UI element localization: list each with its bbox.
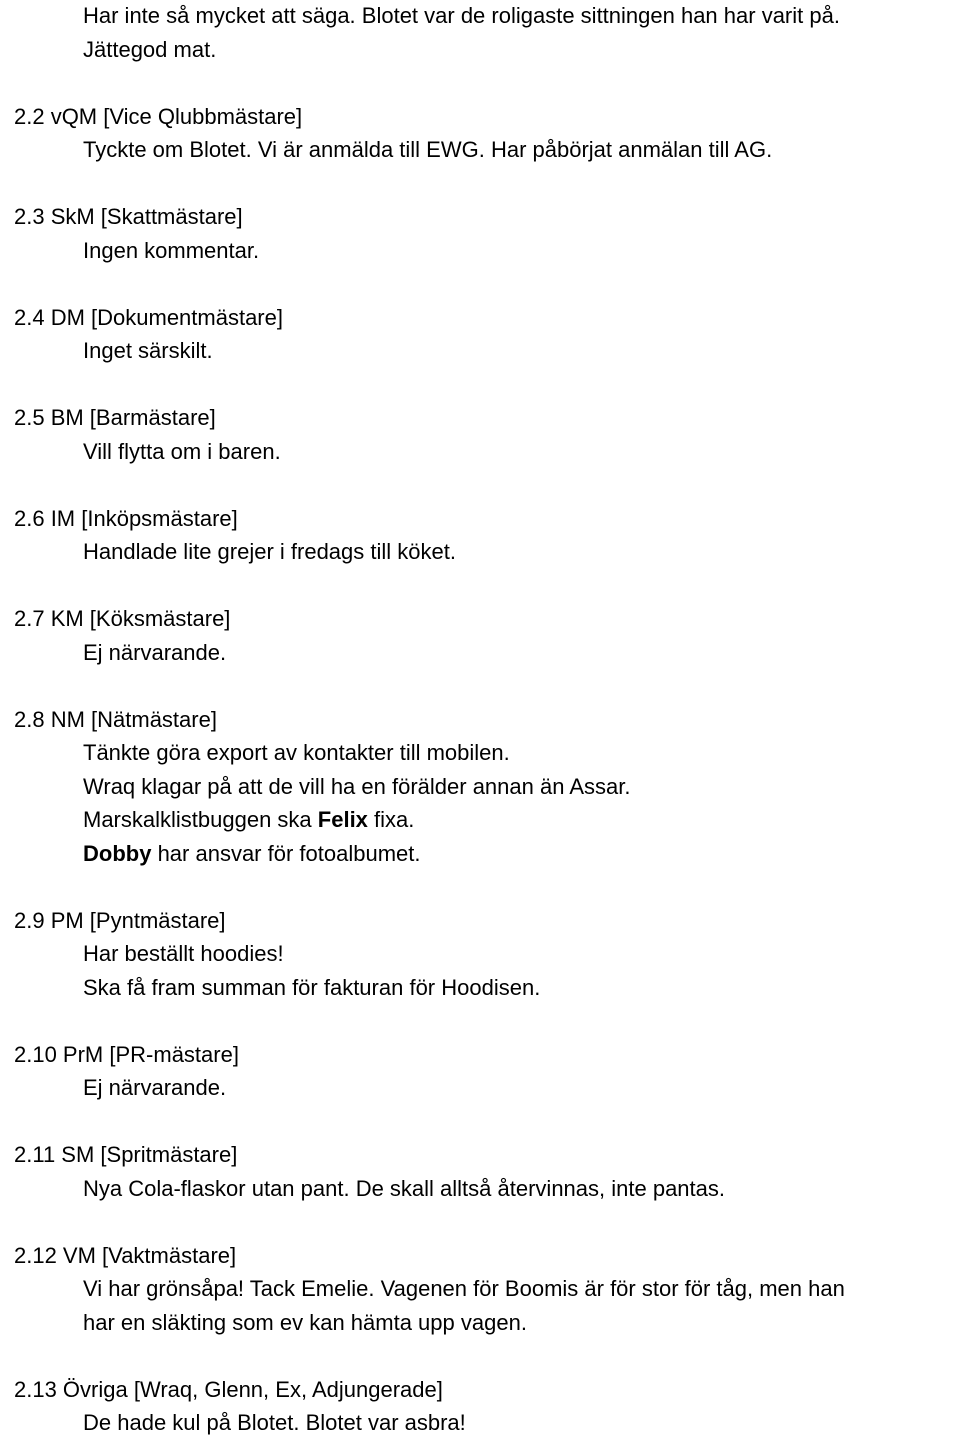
text-span: har ansvar för fotoalbumet.	[151, 840, 421, 866]
section-text: Nya Cola-flaskor utan pant. De skall alltså återvinnas, inte pantas.	[83, 1175, 725, 1201]
section-text	[83, 803, 960, 837]
text-span: fixa.	[367, 807, 415, 832]
section-text: Ingen kommentar.	[83, 237, 260, 263]
section-heading-pm: 2.9 PM [Pyntmästare]	[14, 907, 226, 933]
section-text: Vi har grönsåpa! Tack Emelie. Vagenen för Boomis är för stor för tåg, men han	[83, 1276, 845, 1301]
section-heading-vm: 2.12 VM [Vaktmästare]	[14, 1242, 237, 1268]
section-text: har en släkting som ev kan hämta upp vagen.	[83, 1309, 527, 1335]
intro-line: Jättegod mat.	[83, 36, 217, 62]
section-text: Handlade lite grejer i fredags till köket.	[83, 539, 456, 564]
section-text: Ej närvarande.	[83, 1075, 227, 1100]
section-heading-nm: 2.8 NM [Nätmästare]	[14, 706, 217, 732]
section-heading-km: 2.7 KM [Köksmästare]	[14, 606, 231, 631]
section-heading-dm: 2.4 DM [Dokumentmästare]	[14, 304, 283, 330]
section-text: Har beställt hoodies!	[83, 941, 284, 966]
section-heading-im: 2.6 IM [Inköpsmästare]	[14, 505, 238, 531]
intro-line: Har inte så mycket att säga. Blotet var de roligaste sittningen han har varit på.	[83, 3, 840, 28]
section-heading-ovriga: 2.13 Övriga [Wraq, Glenn, Ex, Adjungerade]	[14, 1376, 443, 1402]
bold-name: Felix	[317, 807, 368, 832]
section-text: Inget särskilt.	[83, 338, 213, 363]
section-text: Vill flytta om i baren.	[83, 438, 281, 464]
bold-name: Dobby	[83, 840, 152, 866]
section-text: Wraq klagar på att de vill ha en förälder annan än Assar.	[83, 773, 631, 799]
section-text: De hade kul på Blotet. Blotet var asbra!	[83, 1410, 466, 1435]
section-heading-sm: 2.11 SM [Spritmästare]	[14, 1142, 238, 1167]
section-heading-vqm: 2.2 vQM [Vice Qlubbmästare]	[14, 103, 303, 129]
section-heading-bm: 2.5 BM [Barmästare]	[14, 405, 216, 430]
section-text: Tänkte göra export av kontakter till mobilen.	[83, 740, 510, 765]
section-heading-skm: 2.3 SkM [Skattmästare]	[14, 204, 243, 229]
section-heading-prm: 2.10 PrM [PR-mästare]	[14, 1041, 239, 1067]
section-text	[83, 837, 960, 871]
section-text: Tyckte om Blotet. Vi är anmälda till EWG. Har påbörjat anmälan till AG.	[83, 137, 773, 162]
section-text: Ska få fram summan för fakturan för Hoodisen.	[83, 974, 541, 1000]
text-span: Marskalklistbuggen ska	[83, 807, 318, 832]
section-text: Ej närvarande.	[83, 639, 227, 665]
